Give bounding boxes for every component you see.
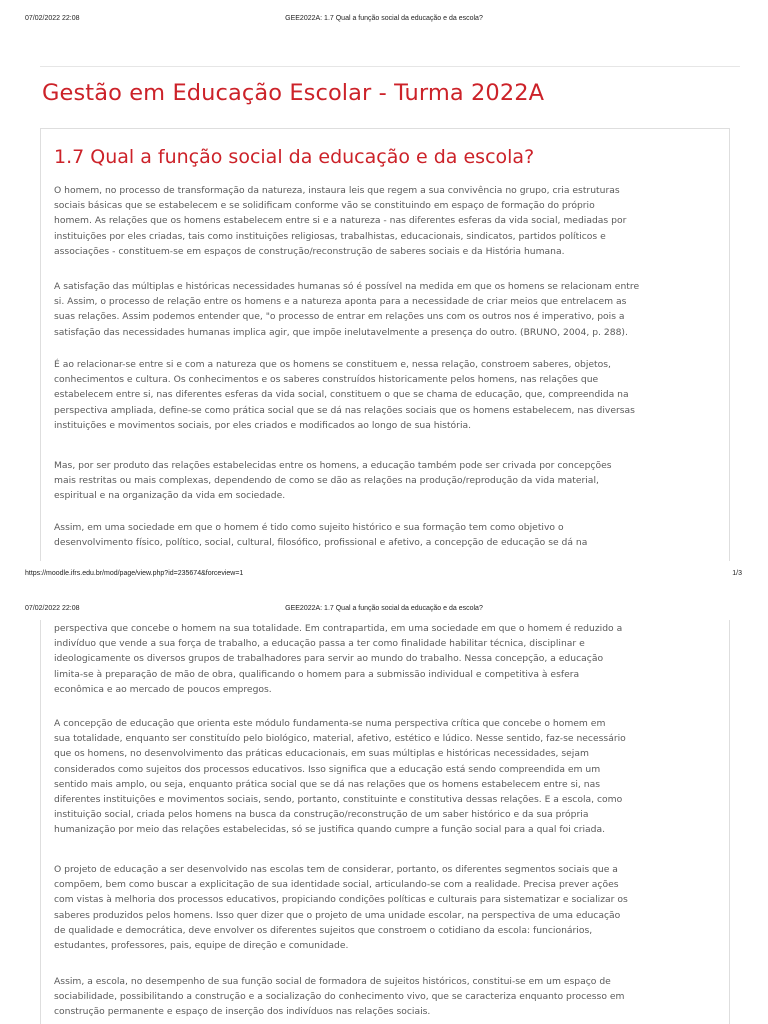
text-line: associações - constituem-se em espaços de construção/reconstrução de saberes sociais e da História humana. xyxy=(54,245,565,257)
text-line: espiritual e na organização da vida em sociedade. xyxy=(54,490,286,502)
text-line: econômica e ao mercado de poucos empregos. xyxy=(54,683,272,695)
text-line: instituições por eles criadas, tais como instituições religiosas, trabalhistas, educacionais, sindicatos, partidos políticos e xyxy=(54,230,606,242)
text-line: de qualidade e democrática, deve envolver os diferentes sujeitos que constroem o cotidiano da escola: funcionários, xyxy=(54,924,593,936)
top-divider xyxy=(40,66,740,67)
text-line: A satisfação das múltiplas e históricas necessidades humanas só é possível na medida em que os homens se relacionam entre xyxy=(54,281,640,292)
text-line: compõem, bem como buscar a explicitação de sua identidade social, articulando-se com a realidade. Precisa prever ações xyxy=(54,879,619,891)
text-line: Mas, por ser produto das relações estabelecidas entre os homens, a educação também pode ser crivada por concepções xyxy=(54,460,612,471)
paragraph-3 xyxy=(54,357,726,433)
text-line: sociabilidade, possibilitando a construção e a socialização do conhecimento vivo, que se caracteriza enquanto processo em xyxy=(54,991,625,1003)
text-line: considerados como sujeitos dos processos educativos. Isso significa que a educação está sendo compreendida em um xyxy=(54,763,601,775)
text-line: estabelecem entre si, nas diferentes esferas da vida social, constituem o que se chama de educação, que, compreendida na xyxy=(54,389,629,401)
text-line: sociais básicas que se estabelecem e se solidificam conforme vão se constituindo em espaço de formação do próprio xyxy=(54,200,595,212)
page-content-box-2 xyxy=(40,620,730,1024)
print-footer xyxy=(0,570,768,582)
page-number: 1/3 xyxy=(732,570,742,577)
paragraph-5 xyxy=(54,520,726,550)
section-title: 1.7 Qual a função social da educação e da escola? xyxy=(54,146,535,168)
text-line: homem. As relações que os homens estabelecem entre si e a natureza - nas diferentes esferas da vida social, mediadas por xyxy=(54,215,627,227)
text-line: perspectiva ampliada, define-se como prática social que se dá nas relações sociais que os homens estabelecem, nas diversas xyxy=(54,404,635,416)
paragraph-7 xyxy=(54,716,726,838)
text-line: instituição social, criada pelos homens na busca da construção/reconstrução de um saber histórico e da sua própria xyxy=(54,809,589,821)
print-page-title: GEE2022A: 1.7 Qual a função social da educação e da escola? xyxy=(285,15,483,22)
text-line: É ao relacionar-se entre si e com a natureza que os homens se constituem e, nessa relação, constroem saberes, objetos, xyxy=(54,359,611,370)
print-date: 07/02/2022 22:08 xyxy=(25,605,80,612)
text-line: mais restritas ou mais complexas, dependendo de como se dão as relações na produção/reprodução da vida material, xyxy=(54,475,599,487)
text-line: com vistas à melhoria dos processos educativos, propiciando condições políticas e culturais para sistematizar e socializar os xyxy=(54,894,628,906)
text-line: indivíduo que vende a sua força de trabalho, a educação passa a ter como finalidade habilitar técnica, disciplinar e xyxy=(54,638,585,650)
print-header xyxy=(0,15,768,29)
paragraph-8 xyxy=(54,862,726,953)
text-line: si. Assim, o processo de relação entre os homens e a natureza aponta para a necessidade de criar meios que entrelacem as xyxy=(54,296,627,308)
text-line: sentido mais amplo, ou seja, enquanto prática social que se dá nas relações que os homens estabelecem entre si, nas xyxy=(54,778,601,790)
page-url[interactable]: https://moodle.ifrs.edu.br/mod/page/view.php?id=235674&forceview=1 xyxy=(25,570,244,577)
text-line: sua totalidade, enquanto ser constituído pelo biológico, material, afetivo, estético e lúdico. Nesse sentido, faz-se necessário xyxy=(54,733,626,745)
paragraph-9 xyxy=(54,974,726,1020)
text-line: Assim, a escola, no desempenho de sua função social de formadora de sujeitos históricos, constitui-se em um espaço de xyxy=(54,976,611,987)
paragraph-4 xyxy=(54,458,726,504)
print-page-title: GEE2022A: 1.7 Qual a função social da educação e da escola? xyxy=(285,605,483,612)
text-line: suas relações. Assim podemos entender que, "o processo de entrar em relações uns com os outros nos é imperativo, pois a xyxy=(54,311,625,323)
text-line: humanização por meio das relações estabelecidas, só se justifica quando cumpre a função social para a qual foi criada. xyxy=(54,824,606,836)
text-line: O homem, no processo de transformação da natureza, instaura leis que regem a sua convivência no grupo, cria estruturas xyxy=(54,185,620,196)
text-line: que os homens, no desenvolvimento das práticas educacionais, em suas múltiplas e históricas necessidades, sejam xyxy=(54,748,589,760)
text-line: diferentes instituições e movimentos sociais, sendo, portanto, constituinte e constitutiva dessas relações. E a escola, como xyxy=(54,793,623,805)
print-header-page-2 xyxy=(0,605,768,619)
paragraph-2 xyxy=(54,279,726,340)
paragraph-1 xyxy=(54,183,726,259)
course-title[interactable]: Gestão em Educação Escolar - Turma 2022A xyxy=(42,80,545,106)
paragraph-6 xyxy=(54,621,726,697)
page-content-box xyxy=(40,128,730,561)
text-line: perspectiva que concebe o homem na sua totalidade. Em contrapartida, em uma sociedade em que o homem é reduzido a xyxy=(54,623,623,634)
text-line: satisfação das necessidades humanas implica agir, que impõe inelutavelmente a presença do outro. (BRUNO, 2004, p. 288). xyxy=(54,326,628,338)
text-line: conhecimentos e cultura. Os conhecimentos e os saberes construídos historicamente pelos homens, nas relações que xyxy=(54,374,599,386)
text-line: construção permanente e espaço de inserção dos indivíduos nas relações sociais. xyxy=(54,1006,431,1018)
text-line: saberes produzidos pelos homens. Isso quer dizer que o projeto de uma unidade escolar, na perspectiva de uma educação xyxy=(54,909,621,921)
text-line: estudantes, professores, pais, equipe de direção e comunidade. xyxy=(54,939,349,951)
print-date: 07/02/2022 22:08 xyxy=(25,15,80,22)
text-line: limita-se à preparação de mão de obra, qualificando o homem para a submissão individual e competitiva à esfera xyxy=(54,668,580,680)
text-line: O projeto de educação a ser desenvolvido nas escolas tem de considerar, portanto, os diferentes segmentos sociais que a xyxy=(54,864,618,875)
text-line: A concepção de educação que orienta este módulo fundamenta-se numa perspectiva crítica que concebe o homem em xyxy=(54,718,606,729)
text-line: ideologicamente os diversos grupos de trabalhadores para servir ao mundo do trabalho. Nessa concepção, a educação xyxy=(54,653,604,665)
text-line: Assim, em uma sociedade em que o homem é tido como sujeito histórico e sua formação tem como objetivo o xyxy=(54,522,564,533)
text-line: instituições e movimentos sociais, por eles criados e modificados ao longo de sua história. xyxy=(54,419,472,431)
text-line: desenvolvimento físico, político, social, cultural, filosófico, profissional e afetivo, a concepção de educação se dá na xyxy=(54,537,588,549)
